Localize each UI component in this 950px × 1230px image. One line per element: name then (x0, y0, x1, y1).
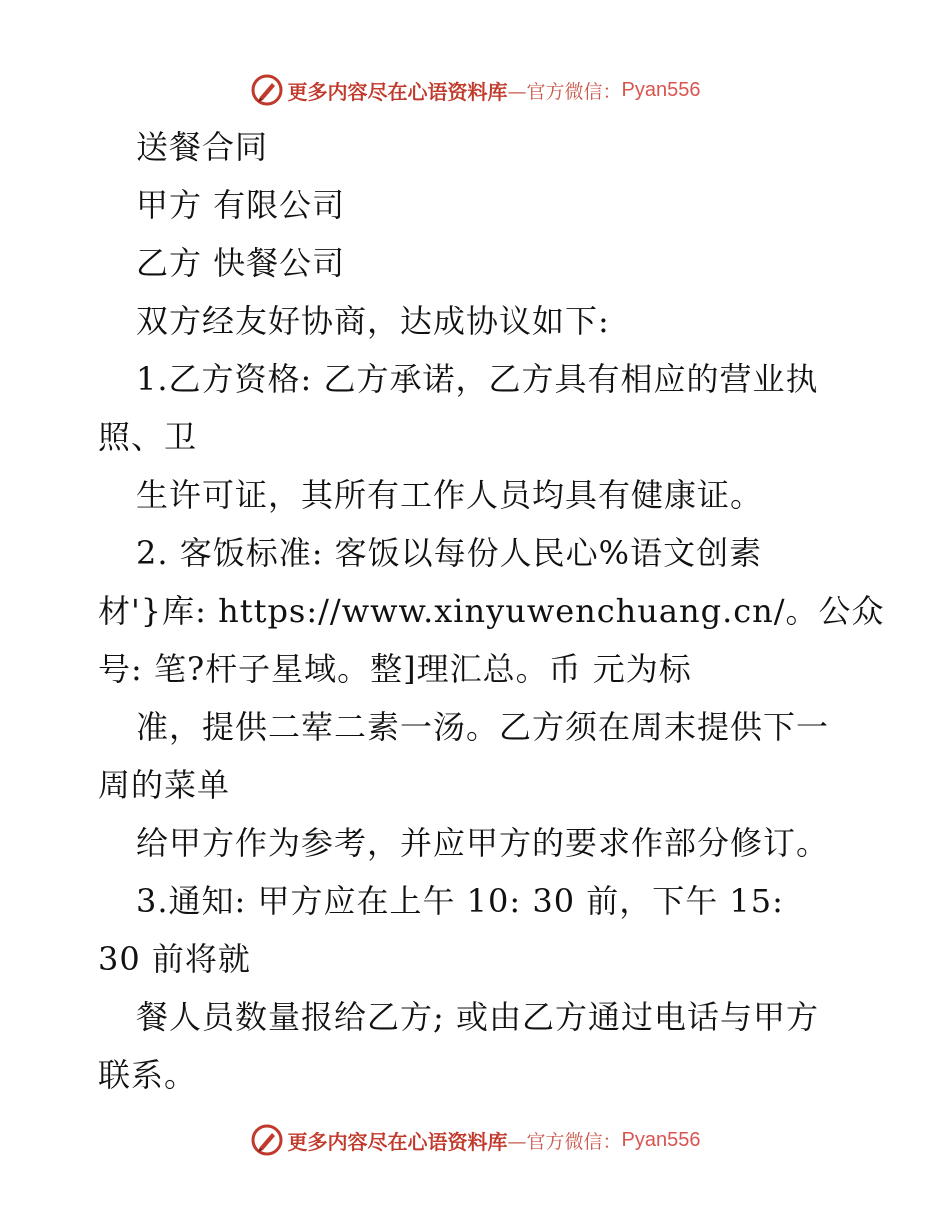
doc-line: 30 前将就 (98, 940, 251, 978)
doc-line: 送餐合同 (136, 128, 269, 166)
watermark-separator: —官方微信： (507, 80, 622, 103)
doc-line: 3.通知: 甲方应在上午 10: 30 前，下午 15: (136, 882, 784, 920)
watermark-separator: —官方微信： (507, 1130, 622, 1153)
doc-line: 生许可证，其所有工作人员均具有健康证。 (136, 476, 764, 514)
watermark-id: Pyan556 (621, 78, 701, 101)
watermark-id: Pyan556 (621, 1128, 701, 1151)
doc-line: 双方经友好协商，达成协议如下: (136, 302, 610, 340)
doc-line: 乙方 快餐公司 (136, 244, 346, 282)
doc-line: 1.乙方资格: 乙方承诺，乙方具有相应的营业执 (136, 360, 819, 398)
doc-line: 照、卫 (98, 418, 198, 456)
doc-line: 甲方 有限公司 (136, 186, 346, 224)
doc-line: 准，提供二荤二素一汤。乙方须在周末提供下一 (136, 708, 830, 746)
doc-line: 2. 客饭标准: 客饭以每份人民心%语文创素 (136, 534, 763, 572)
header-watermark (0, 70, 950, 110)
doc-line: 联系。 (98, 1056, 198, 1094)
pen-logo-icon (250, 73, 284, 107)
watermark-text: 更多内容尽在心语资料库 (287, 79, 508, 104)
document-body (98, 118, 885, 1104)
doc-line: 周的菜单 (98, 766, 231, 804)
doc-line: 餐人员数量报给乙方; 或由乙方通过电话与甲方 (136, 998, 819, 1036)
doc-line: 材'}库: https://www.xinyuwenchuang.cn/。公众 (98, 592, 885, 630)
watermark-text: 更多内容尽在心语资料库 (287, 1129, 508, 1154)
footer-watermark (0, 1120, 950, 1160)
pen-logo-icon (250, 1123, 284, 1157)
doc-line: 号: 笔?杆子星域。整]理汇总。币 元为标 (98, 650, 692, 688)
doc-line: 给甲方作为参考，并应甲方的要求作部分修订。 (136, 824, 830, 862)
